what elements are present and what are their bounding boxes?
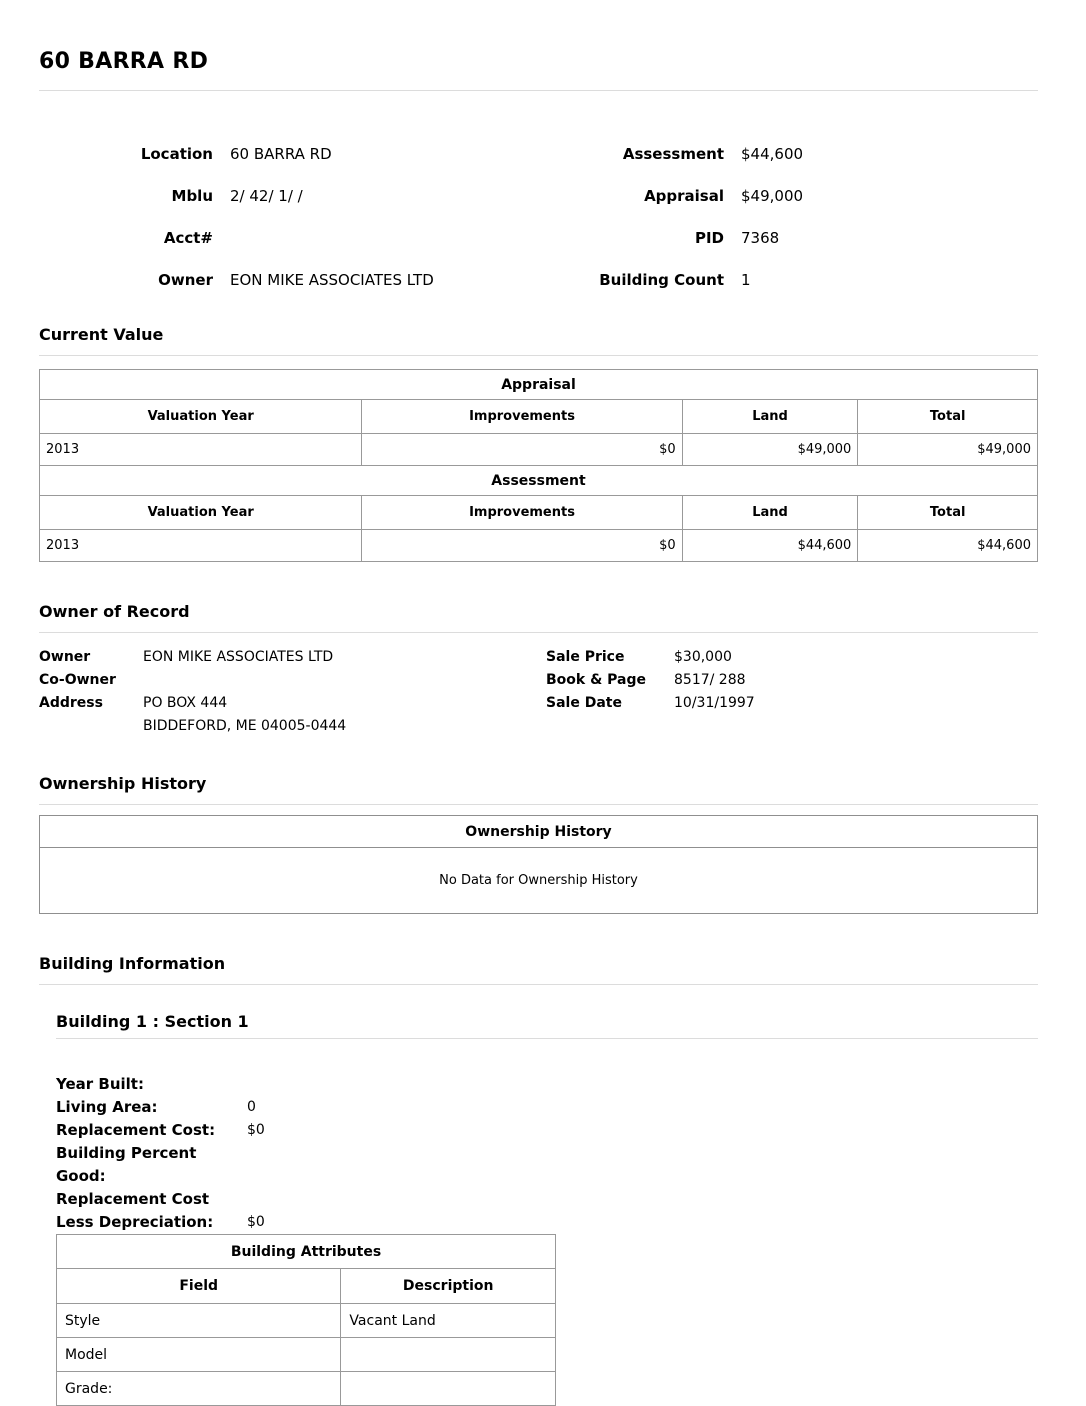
assessment-total: $44,600 [858, 530, 1038, 562]
field-label-replacement-cost-less-depreciation: Replacement Cost Less Depreciation: [56, 1190, 214, 1231]
appraisal-land: $49,000 [682, 434, 858, 466]
column-header-total: Total [858, 496, 1038, 530]
assessment-land: $44,600 [682, 530, 858, 562]
assessment-section-title: Assessment [40, 466, 1038, 496]
section-divider [39, 355, 1038, 356]
summary-label-mblu: Mblu [171, 187, 213, 205]
section-heading-owner-of-record: Owner of Record [39, 602, 190, 621]
table-row [57, 1235, 556, 1269]
field-label-living-area: Living Area: [56, 1098, 158, 1116]
column-header-valuation-year: Valuation Year [40, 400, 362, 434]
building-fields [56, 1073, 1038, 1234]
section-heading-ownership-history: Ownership History [39, 774, 207, 793]
table-row [40, 496, 1038, 530]
table-row [40, 370, 1038, 400]
column-header-total: Total [858, 400, 1038, 434]
assessment-improvements: $0 [362, 530, 682, 562]
address-line2: BIDDEFORD, ME 04005-0444 [143, 718, 347, 734]
field-label-replacement-cost: Replacement Cost: [56, 1121, 216, 1139]
attribute-description-style: Vacant Land [341, 1304, 556, 1338]
subsection-divider [56, 1038, 1038, 1039]
table-row [40, 400, 1038, 434]
table-row [57, 1269, 556, 1304]
summary-label-assessment: Assessment [622, 145, 724, 163]
sale-price-row [546, 646, 755, 669]
summary-value-mblu: 2/ 42/ 1/ / [230, 187, 303, 205]
sale-date-value: 10/31/1997 [674, 695, 755, 711]
ownership-history-table [39, 815, 1038, 914]
building-section-subheading: Building 1 : Section 1 [56, 1012, 249, 1031]
summary-label-acct: Acct# [163, 229, 213, 247]
column-header-improvements: Improvements [362, 496, 682, 530]
section-divider [39, 804, 1038, 805]
book-page-row [546, 669, 755, 692]
sale-price-label: Sale Price [546, 649, 625, 665]
summary-label-building-count: Building Count [599, 271, 724, 289]
ownership-history-table-title: Ownership History [40, 816, 1038, 848]
co-owner-row [39, 669, 546, 692]
building-attributes-title: Building Attributes [57, 1235, 556, 1269]
table-row [57, 1338, 556, 1372]
appraisal-section-title: Appraisal [40, 370, 1038, 400]
column-header-description: Description [341, 1269, 556, 1304]
section-heading-current-value: Current Value [39, 325, 164, 344]
book-page-label: Book & Page [546, 672, 647, 688]
attribute-description-model [341, 1338, 556, 1372]
address-row [39, 692, 546, 715]
ownership-history-empty-message: No Data for Ownership History [40, 848, 1038, 914]
summary-label-pid: PID [694, 229, 724, 247]
assessment-valuation-year: 2013 [40, 530, 362, 562]
owner-label: Owner [39, 649, 91, 665]
table-row [40, 848, 1038, 914]
field-value-replacement-cost-less-depreciation: $0 [247, 1214, 265, 1230]
table-row [40, 530, 1038, 562]
field-label-building-percent-good: Building Percent Good: [56, 1144, 197, 1185]
sale-date-row [546, 692, 755, 715]
field-value-living-area: 0 [247, 1099, 256, 1115]
summary-value-appraisal: $49,000 [741, 187, 804, 205]
address-label: Address [39, 695, 103, 711]
section-divider [39, 984, 1038, 985]
sale-price-value: $30,000 [674, 649, 732, 665]
building-attributes-table [56, 1234, 556, 1406]
owner-of-record-block [39, 646, 1038, 738]
summary-label-appraisal: Appraisal [644, 187, 724, 205]
table-row [40, 434, 1038, 466]
owner-row [39, 646, 546, 669]
appraisal-total: $49,000 [858, 434, 1038, 466]
column-header-land: Land [682, 400, 858, 434]
table-row [40, 816, 1038, 848]
field-value-replacement-cost: $0 [247, 1122, 265, 1138]
current-value-table [39, 369, 1038, 562]
sale-date-label: Sale Date [546, 695, 622, 711]
column-header-valuation-year: Valuation Year [40, 496, 362, 530]
column-header-field: Field [57, 1269, 341, 1304]
summary-value-pid: 7368 [741, 229, 780, 247]
column-header-land: Land [682, 496, 858, 530]
table-row [40, 466, 1038, 496]
book-page-value: 8517/ 288 [674, 672, 746, 688]
table-row [57, 1372, 556, 1406]
summary-label-location: Location [140, 145, 213, 163]
attribute-description-grade [341, 1372, 556, 1406]
co-owner-label: Co-Owner [39, 672, 116, 688]
attribute-field-model: Model [57, 1338, 341, 1372]
attribute-field-grade: Grade: [57, 1372, 341, 1406]
appraisal-valuation-year: 2013 [40, 434, 362, 466]
section-divider [39, 632, 1038, 633]
section-heading-building-information: Building Information [39, 954, 226, 973]
title-divider [39, 90, 1038, 91]
attribute-field-style: Style [57, 1304, 341, 1338]
address-line1: PO BOX 444 [143, 695, 228, 711]
appraisal-improvements: $0 [362, 434, 682, 466]
table-row [57, 1304, 556, 1338]
page-title: 60 BARRA RD [39, 49, 209, 74]
column-header-improvements: Improvements [362, 400, 682, 434]
field-label-year-built: Year Built: [56, 1075, 144, 1093]
summary-value-location: 60 BARRA RD [230, 145, 332, 163]
owner-value: EON MIKE ASSOCIATES LTD [143, 649, 334, 665]
summary-value-building-count: 1 [741, 271, 751, 289]
summary-value-assessment: $44,600 [741, 145, 804, 163]
summary-value-owner: EON MIKE ASSOCIATES LTD [230, 271, 434, 289]
summary-label-owner: Owner [158, 271, 213, 289]
property-summary [39, 133, 1038, 301]
